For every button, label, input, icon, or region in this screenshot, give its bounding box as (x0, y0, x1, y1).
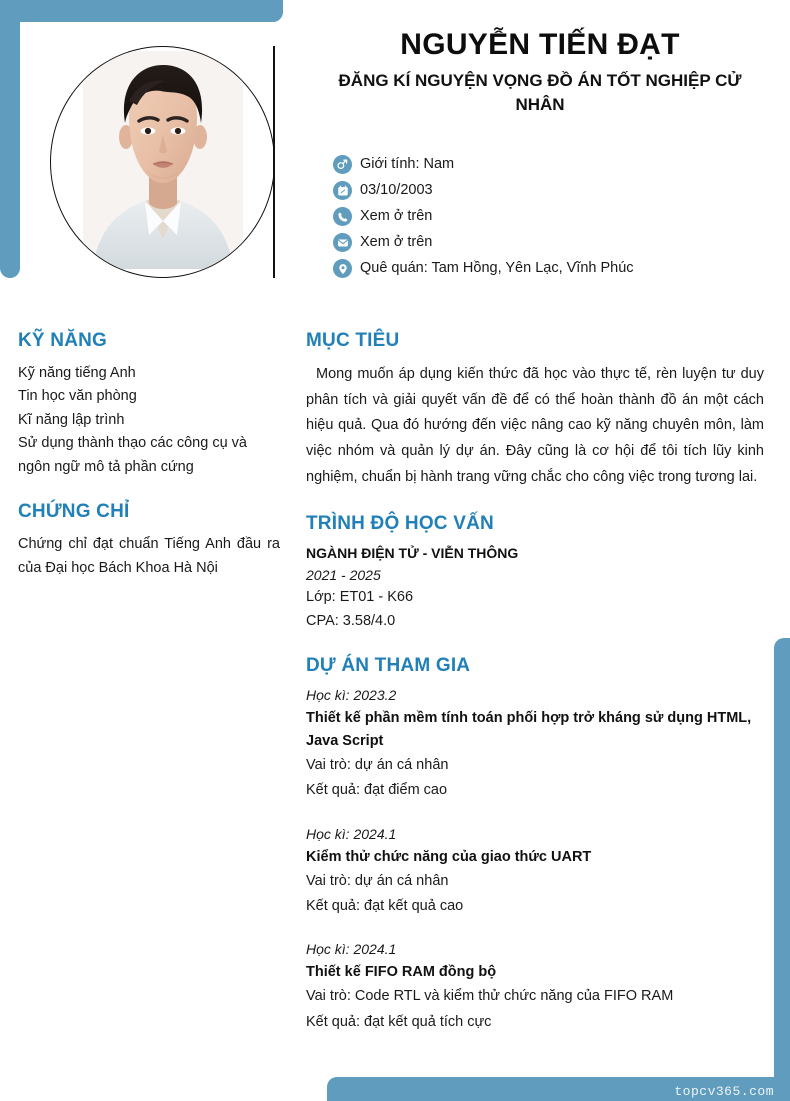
left-column (18, 330, 280, 602)
contact-list (333, 155, 763, 285)
project-term: Học kì: 2024.1 (306, 825, 397, 842)
project-result: Kết quả: đạt kết quả tích cực (306, 1013, 492, 1030)
project-role: Vai trò: dự án cá nhân (306, 872, 449, 889)
section-certificates (18, 501, 280, 580)
contact-text-birthday: 03/10/2003 (360, 182, 433, 199)
skill-item: Tin học văn phòng (18, 388, 137, 405)
skill-item: Kỹ năng tiếng Anh (18, 364, 136, 381)
decor-left-bar (0, 0, 20, 278)
calendar-icon (333, 181, 352, 200)
page-title: NGUYỄN TIẾN ĐẠT (400, 28, 680, 61)
objective-text: Mong muốn áp dụng kiến thức đã học vào thực tế, rèn luyện tư duy phân tích và giải quyết vấn đề để có thể hoàn thành đồ án một cách hiệu quả. Qua đó hướng đến việc nâng cao kỹ năng chuyên môn, làm việc nhóm và quản lý dự án. Đây cũng là cơ hội để tôi tích lũy kinh nghiệm, chuẩn bị hành trang vững chắc cho công việc trong tương lai. (306, 365, 764, 485)
education-cpa: CPA: 3.58/4.0 (306, 612, 396, 629)
skill-item: Kĩ năng lập trình (18, 411, 125, 428)
project-term: Học kì: 2023.2 (306, 687, 397, 704)
certificate-text: Chứng chỉ đạt chuẩn Tiếng Anh đầu ra của Đại học Bách Khoa Hà Nội (18, 536, 280, 576)
project-item (306, 939, 764, 1035)
portrait-illustration (83, 51, 243, 269)
location-icon (333, 259, 352, 278)
skill-item: Sử dụng thành thạo các công cụ và ngôn ngữ mô tả phần cứng (18, 435, 247, 475)
phone-icon (333, 207, 352, 226)
contact-text-gender: Giới tính: Nam (360, 156, 455, 173)
project-name: Kiểm thử chức năng của giao thức UART (306, 848, 592, 865)
contact-row-birthday (333, 181, 763, 200)
education-major: NGÀNH ĐIỆN TỬ - VIỄN THÔNG (306, 544, 519, 561)
project-role: Vai trò: dự án cá nhân (306, 757, 449, 774)
contact-row-phone (333, 207, 763, 226)
section-title-objective: MỤC TIÊU (306, 330, 400, 351)
section-title-education: TRÌNH ĐỘ HỌC VẤN (306, 512, 494, 534)
header-block (306, 28, 774, 118)
section-title-skills: KỸ NĂNG (18, 330, 108, 351)
project-name: Thiết kế FIFO RAM đồng bộ (306, 964, 497, 981)
avatar (50, 46, 275, 278)
project-item (306, 685, 764, 804)
contact-text-hometown: Quê quán: Tam Hồng, Yên Lạc, Vĩnh Phúc (360, 260, 634, 277)
section-objective (306, 330, 764, 491)
project-item (306, 824, 764, 920)
email-icon (333, 233, 352, 252)
avatar-clip-edge (273, 46, 275, 278)
header-subtitle: ĐĂNG KÍ NGUYỆN VỌNG ĐỒ ÁN TỐT NGHIỆP CỬ NHÂN (338, 70, 742, 115)
right-column (306, 330, 764, 1057)
contact-row-gender (333, 155, 763, 174)
decor-top-bar (0, 0, 283, 22)
section-title-certificates: CHỨNG CHỈ (18, 501, 130, 523)
contact-text-email: Xem ở trên (360, 234, 433, 251)
section-skills (18, 330, 280, 479)
avatar-image (51, 47, 274, 277)
decor-right-bar (774, 638, 790, 1101)
section-education (306, 513, 764, 633)
section-projects (306, 655, 764, 1035)
education-class: Lớp: ET01 - K66 (306, 589, 414, 606)
avatar-circle (50, 46, 275, 278)
gender-icon (333, 155, 352, 174)
watermark-text: topcv365.com (674, 1084, 774, 1099)
contact-text-phone: Xem ở trên (360, 208, 433, 225)
project-name: Thiết kế phần mềm tính toán phối hợp trở kháng sử dụng HTML, Java Script (306, 709, 752, 749)
education-years: 2021 - 2025 (306, 566, 381, 583)
section-title-projects: DỰ ÁN THAM GIA (306, 655, 471, 677)
project-role: Vai trò: Code RTL và kiểm thử chức năng của FIFO RAM (306, 988, 674, 1005)
project-result: Kết quả: đạt kết quả cao (306, 898, 464, 915)
project-term: Học kì: 2024.1 (306, 941, 397, 958)
contact-row-hometown (333, 259, 763, 278)
contact-row-email (333, 233, 763, 252)
project-result: Kết quả: đạt điểm cao (306, 782, 448, 799)
